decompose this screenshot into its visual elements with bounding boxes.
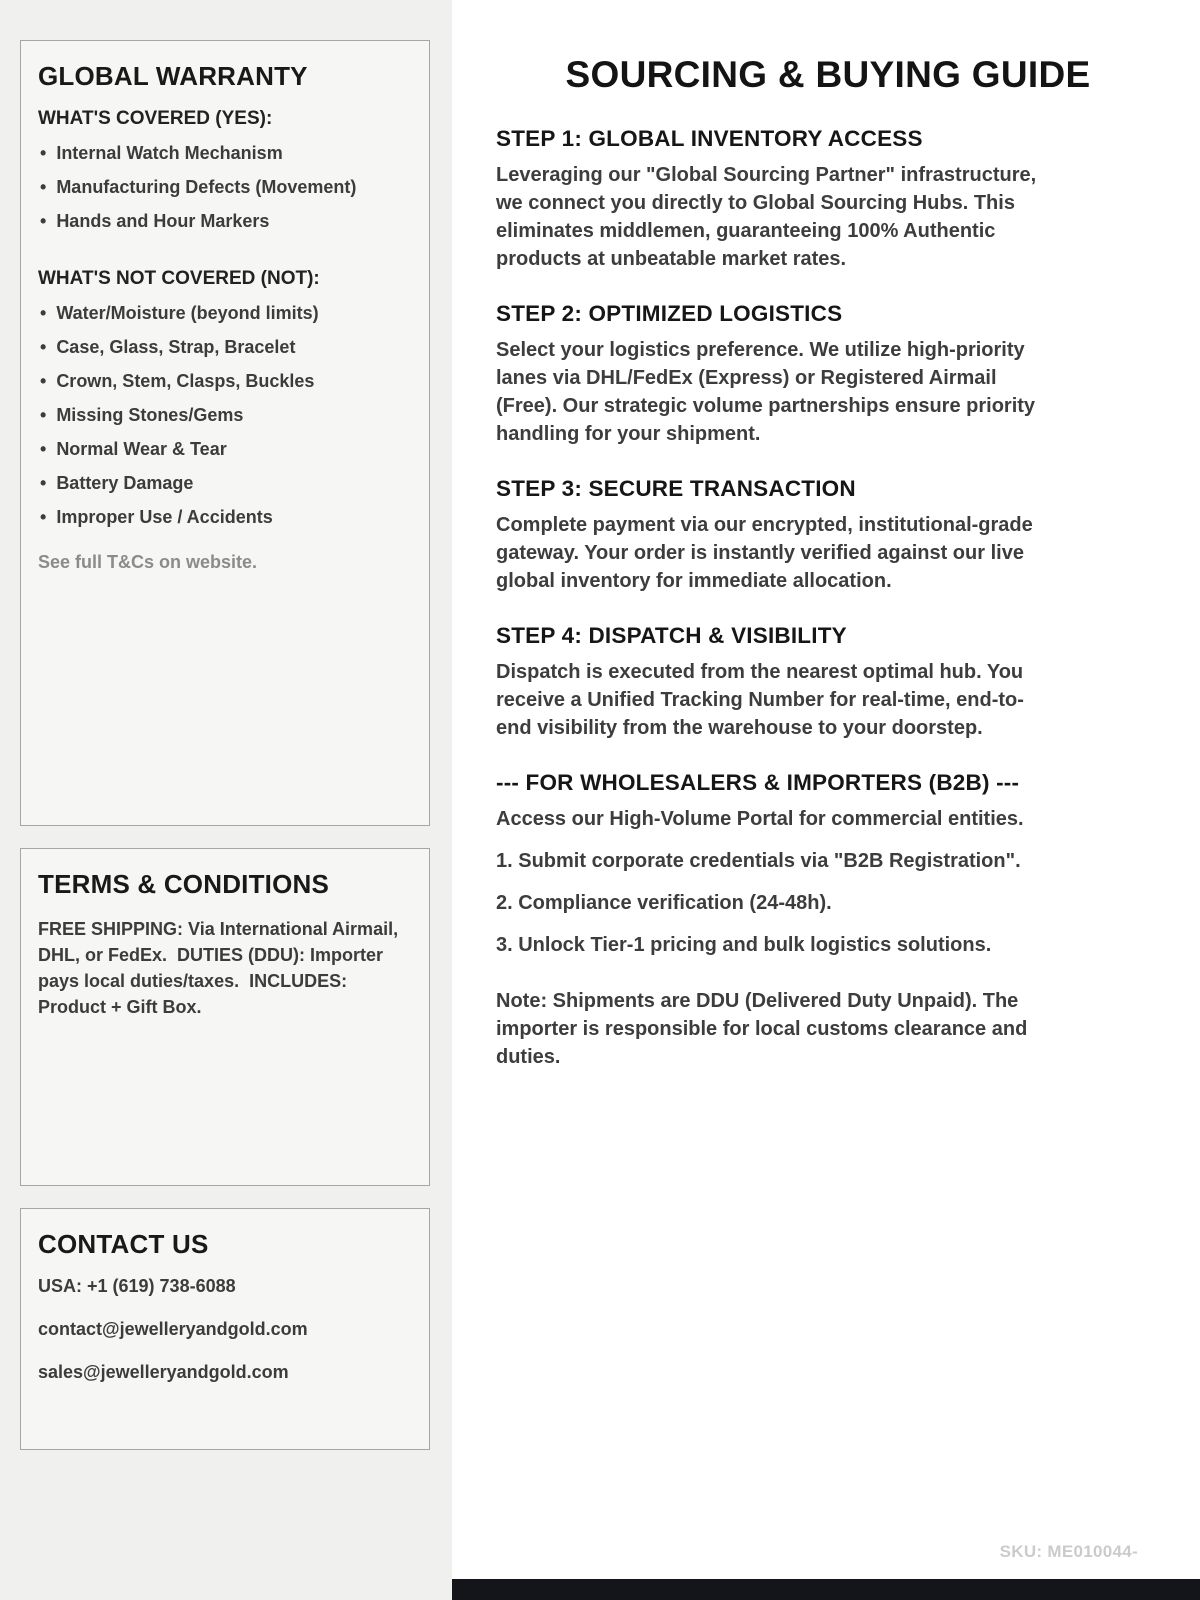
b2b-heading: --- FOR WHOLESALERS & IMPORTERS (B2B) ---: [496, 770, 1020, 795]
step-3-heading: STEP 3: SECURE TRANSACTION: [496, 476, 856, 501]
terms-box: [20, 848, 430, 1186]
step-3-section: [496, 476, 1160, 595]
step-4-body: Dispatch is executed from the nearest optimal hub. You receive a Unified Tracking Number for real-time, end-to-end visibility from the warehouse to your doorstep.: [496, 661, 1024, 739]
b2b-item-2: 2. Compliance verification (24-48h).: [496, 892, 832, 914]
main-content: [452, 0, 1200, 1600]
contact-phone: USA: +1 (619) 738-6088: [38, 1276, 236, 1296]
list-item: • Crown, Stem, Clasps, Buckles: [38, 371, 412, 392]
b2b-intro: Access our High-Volume Portal for commercial entities.: [496, 808, 1024, 830]
step-1-heading: STEP 1: GLOBAL INVENTORY ACCESS: [496, 126, 923, 151]
warranty-not-covered-list: [38, 303, 412, 528]
step-2-heading: STEP 2: OPTIMIZED LOGISTICS: [496, 301, 843, 326]
step-2-body: Select your logistics preference. We utilize high-priority lanes via DHL/FedEx (Express) or Registered Airmail (Free). Our strategic volume partnerships ensure priority handling for your shipment.: [496, 339, 1036, 445]
sidebar: [0, 0, 452, 1600]
terms-body: FREE SHIPPING: Via International Airmail, DHL, or FedEx. DUTIES (DDU): Importer pays local duties/taxes. INCLUDES: Product + Gift Box.: [38, 919, 404, 1018]
warranty-title: GLOBAL WARRANTY: [38, 61, 308, 91]
bottom-bar: [452, 1579, 1200, 1600]
warranty-covered-list: [38, 143, 412, 232]
step-1-body: Leveraging our "Global Sourcing Partner" infrastructure, we connect you directly to Global Sourcing Hubs. This eliminates middlemen, guaranteeing 100% Authentic products at unbeatable market rates.: [496, 164, 1037, 270]
contact-box: [20, 1208, 430, 1450]
warranty-box: [20, 40, 430, 826]
step-4-section: [496, 623, 1160, 742]
step-4-heading: STEP 4: DISPATCH & VISIBILITY: [496, 623, 847, 648]
list-item: • Hands and Hour Markers: [38, 211, 412, 232]
b2b-section: [496, 770, 1160, 1071]
b2b-note: Note: Shipments are DDU (Delivered Duty Unpaid). The importer is responsible for local customs clearance and duties.: [496, 990, 1028, 1068]
list-item: • Improper Use / Accidents: [38, 507, 412, 528]
list-item: • Battery Damage: [38, 473, 412, 494]
list-item: • Normal Wear & Tear: [38, 439, 412, 460]
warranty-footnote: See full T&Cs on website.: [38, 552, 258, 572]
sku-label: SKU: ME010044-: [999, 1542, 1138, 1561]
step-2-section: [496, 301, 1160, 448]
list-item: • Manufacturing Defects (Movement): [38, 177, 412, 198]
list-item: • Internal Watch Mechanism: [38, 143, 412, 164]
contact-email-primary: contact@jewelleryandgold.com: [38, 1319, 308, 1339]
list-item: • Water/Moisture (beyond limits): [38, 303, 412, 324]
warranty-covered-title: WHAT'S COVERED (YES):: [38, 108, 273, 129]
b2b-item-1: 1. Submit corporate credentials via "B2B Registration".: [496, 850, 1021, 872]
page-title: SOURCING & BUYING GUIDE: [565, 54, 1091, 95]
contact-title: CONTACT US: [38, 1229, 209, 1259]
step-3-body: Complete payment via our encrypted, institutional-grade gateway. Your order is instantly verified against our live global inventory for immediate allocation.: [496, 514, 1033, 592]
list-item: • Missing Stones/Gems: [38, 405, 412, 426]
terms-title: TERMS & CONDITIONS: [38, 869, 330, 899]
step-1-section: [496, 126, 1160, 273]
b2b-item-3: 3. Unlock Tier-1 pricing and bulk logistics solutions.: [496, 934, 992, 956]
warranty-not-covered-title: WHAT'S NOT COVERED (NOT):: [38, 268, 320, 289]
list-item: • Case, Glass, Strap, Bracelet: [38, 337, 412, 358]
contact-email-sales: sales@jewelleryandgold.com: [38, 1362, 289, 1382]
